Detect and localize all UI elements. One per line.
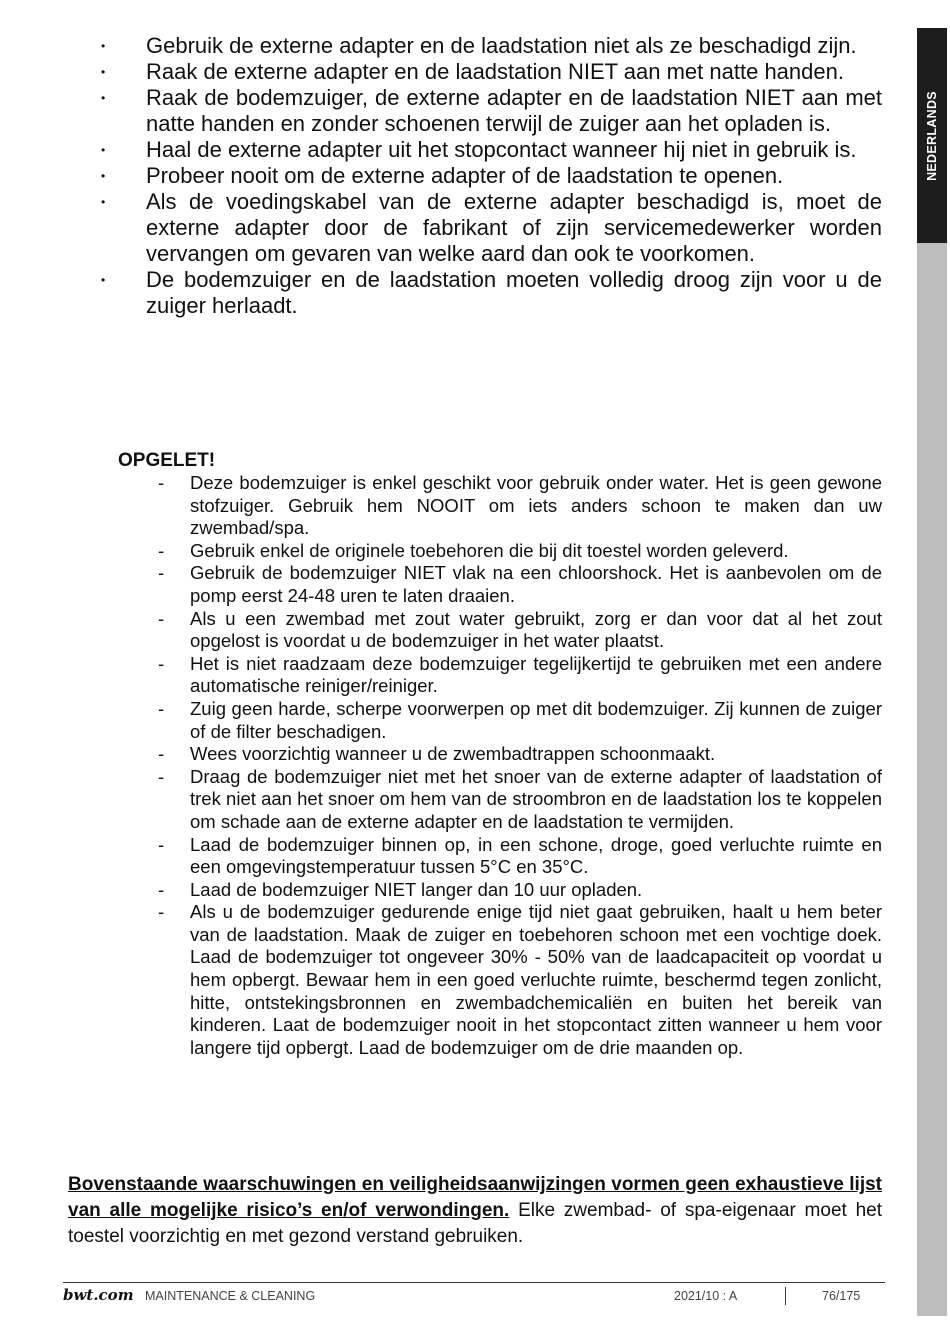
bullet-item: • Haal de externe adapter uit het stopcontact wanneer hij niet in gebruik is. bbox=[101, 137, 857, 162]
safety-bullet-list bbox=[95, 33, 882, 319]
warning-item: - Als u een zwembad met zout water gebruikt, zorg er dan voor dat al het zout opgelost is voordat u de bodemzuiger in het water plaatst. bbox=[158, 607, 882, 652]
warning-item: - Zuig geen harde, scherpe voorwerpen op met dit bodemzuiger. Zij kunnen de zuiger of de filter beschadigen. bbox=[158, 697, 882, 742]
footer-section-title: MAINTENANCE & CLEANING bbox=[145, 1289, 316, 1303]
bullet-dot: • bbox=[101, 143, 106, 157]
language-tab bbox=[917, 28, 947, 243]
bullet-item: • Raak de externe adapter en de laadstation NIET aan met natte handen. bbox=[101, 59, 844, 84]
warning-list bbox=[155, 472, 882, 1059]
warning-item: - Wees voorzichtig wanneer u de zwembadtrappen schoonmaakt. bbox=[158, 743, 716, 765]
dash-marker: - bbox=[158, 878, 165, 900]
dash-marker: - bbox=[158, 472, 165, 493]
closing-text: Elke zwembad- of spa-eigenaar moet het toestel voorzichtig en met gezond verstand gebruiken. bbox=[68, 1200, 882, 1247]
bullet-dot: • bbox=[101, 273, 106, 287]
brand-logo: bwt.com bbox=[63, 1286, 134, 1304]
warning-item: - Als u de bodemzuiger gedurende enige tijd niet gaat gebruiken, haalt u hem beter van de laadstation. Maak de zuiger en toebehoren schoon met een vochtige doek. Laad de bodemzuiger tot ongeveer 30% - 50% van de laadcapaciteit op voordat u hem opbergt. Bewaar hem in een goed verluchte ruimte, beschermd tegen zonlicht, hitte, ontstekingsbronnen en zwembadchemicaliën en buiten het bereik van kinderen. Laat de bodemzuiger nooit in het stopcontact zitten wanneer u hem voor langere tijd opbergt. Laad de bodemzuiger om de drie maanden op. bbox=[158, 901, 882, 1058]
warning-item: - Draag de bodemzuiger niet met het snoer van de externe adapter of laadstation of trek niet aan het snoer om hem van de stroombron en de laadstation los te koppelen om schade aan de externe adapter en de laadstation te vermijden. bbox=[158, 765, 882, 832]
dash-marker: - bbox=[158, 607, 165, 629]
warning-item: - Het is niet raadzaam deze bodemzuiger tegelijkertijd te gebruiken met een andere automatische reiniger/reiniger. bbox=[158, 652, 882, 697]
dash-marker: - bbox=[158, 652, 165, 674]
bullet-dot: • bbox=[101, 91, 106, 105]
dash-marker: - bbox=[158, 833, 165, 855]
bullet-item: • Als de voedingskabel van de externe adapter beschadigd is, moet de externe adapter door de fabrikant of zijn servicemedewerker worden vervangen om gevaren van welke aard dan ook te voorkomen. bbox=[101, 189, 882, 266]
footer-revision: 2021/10 : A bbox=[674, 1289, 738, 1303]
dash-marker: - bbox=[158, 743, 165, 765]
warning-item: - Gebruik enkel de originele toebehoren die bij dit toestel worden geleverd. bbox=[158, 539, 789, 561]
bullet-dot: • bbox=[101, 65, 106, 79]
language-tab-label: NEDERLANDS bbox=[925, 90, 939, 181]
bullet-item: • Raak de bodemzuiger, de externe adapter en de laadstation NIET aan met natte handen en zonder schoenen terwijl de zuiger aan het opladen is. bbox=[101, 85, 882, 136]
dash-marker: - bbox=[158, 539, 165, 561]
dash-marker: - bbox=[158, 901, 165, 923]
warning-item: - Gebruik de bodemzuiger NIET vlak na een chloorshock. Het is aanbevolen om de pomp eerst 24-48 uren te laten draaien. bbox=[158, 562, 882, 606]
warning-item: - Deze bodemzuiger is enkel geschikt voor gebruik onder water. Het is geen gewone stofzuiger. Gebruik hem NOOIT om iets anders schoon te maken dan uw zwembad/spa. bbox=[158, 472, 882, 539]
bullet-dot: • bbox=[101, 195, 106, 209]
warning-item: - Laad de bodemzuiger NIET langer dan 10 uur opladen. bbox=[158, 878, 643, 900]
bullet-item: • Probeer nooit om de externe adapter of de laadstation te openen. bbox=[101, 163, 784, 188]
bullet-dot: • bbox=[101, 39, 106, 53]
warning-item: - Laad de bodemzuiger binnen op, in een schone, droge, goed verluchte ruimte en een omgevingstemperatuur tussen 5°C en 35°C. bbox=[158, 833, 882, 878]
dash-marker: - bbox=[158, 765, 165, 787]
dash-marker: - bbox=[158, 562, 165, 584]
bullet-item: • De bodemzuiger en de laadstation moeten volledig droog zijn voor u de zuiger herlaadt. bbox=[101, 267, 882, 318]
dash-marker: - bbox=[158, 697, 165, 719]
footer-separator bbox=[785, 1287, 786, 1305]
bullet-dot: • bbox=[101, 169, 106, 183]
closing-paragraph bbox=[68, 1172, 882, 1250]
closing-emphasis: Bovenstaande waarschuwingen en veiligheidsaanwijzingen vormen geen exhaustieve lijst van alle mogelijke risico’s en/of verwondingen. bbox=[68, 1174, 882, 1221]
footer-divider bbox=[63, 1282, 885, 1283]
bullet-item: • Gebruik de externe adapter en de laadstation niet als ze beschadigd zijn. bbox=[101, 33, 857, 58]
page-number: 76/175 bbox=[822, 1289, 861, 1303]
warning-title: OPGELET! bbox=[118, 450, 216, 471]
